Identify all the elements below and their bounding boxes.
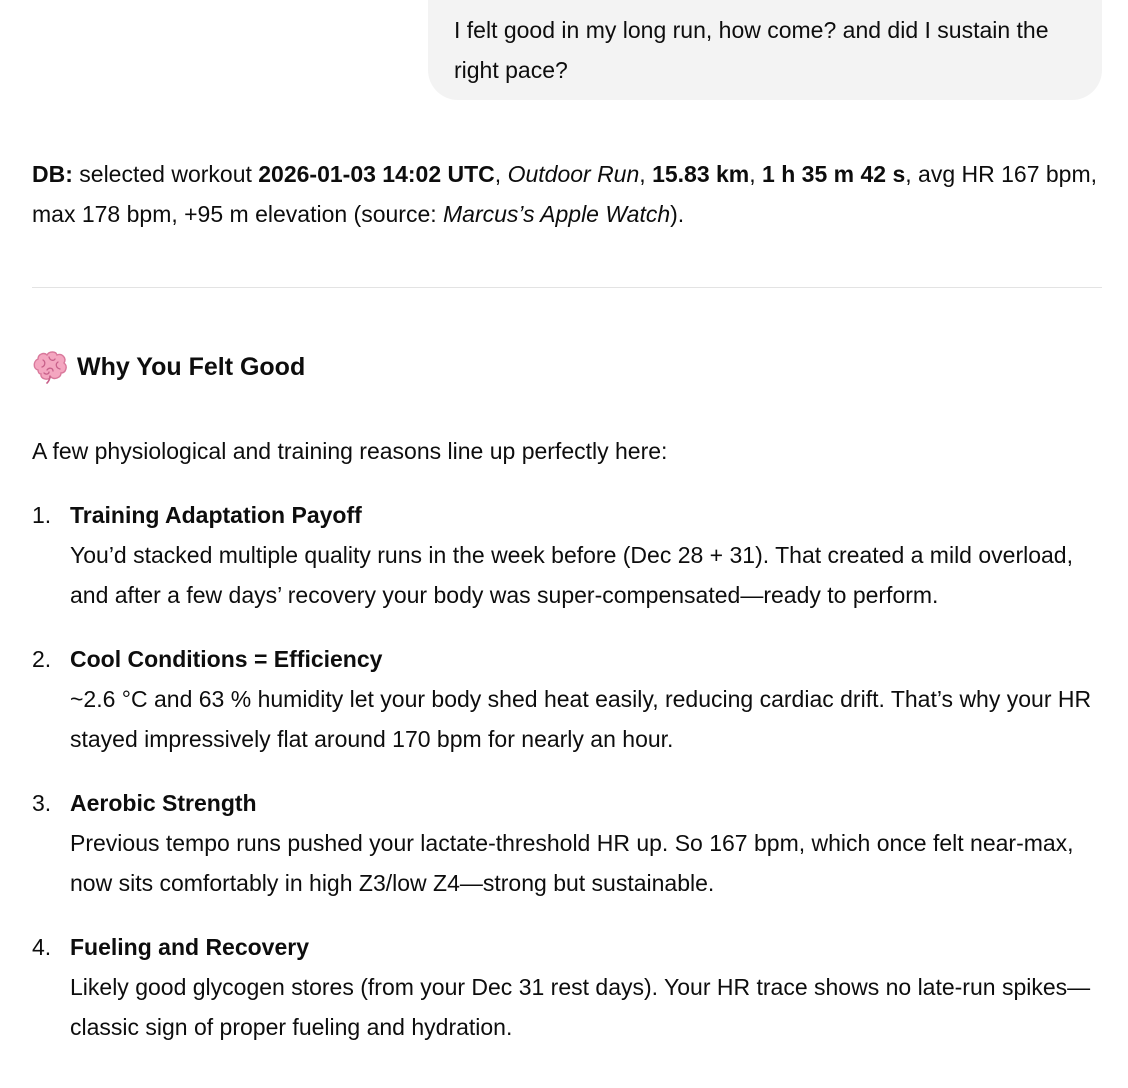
list-number: 3. (32, 790, 52, 816)
list-item (32, 783, 1112, 903)
db-text: , (639, 161, 653, 187)
workout-datetime: 2026-01-03 14:02 UTC (258, 161, 495, 187)
user-message-text: I felt good in my long run, how come? and did I sustain the right pace? (454, 17, 1049, 83)
workout-duration: 1 h 35 m 42 s (762, 161, 906, 187)
section-intro: A few physiological and training reasons line up perfectly here: (32, 438, 668, 464)
list-number: 1. (32, 502, 52, 528)
section-title: Why You Felt Good (77, 353, 306, 381)
workout-type: Outdoor Run (507, 161, 640, 187)
db-summary (32, 154, 1112, 234)
reason-body: You’d stacked multiple quality runs in the week before (Dec 28 + 31). That created a mild overload, and after a few days’ recovery your body was super-compensated—ready to perform. (70, 542, 1073, 608)
section-heading (32, 346, 305, 388)
list-number: 2. (32, 646, 52, 672)
list-item (32, 927, 1112, 1047)
reason-title: Aerobic Strength (70, 790, 257, 816)
list-item (32, 639, 1112, 759)
reason-body: ~2.6 °C and 63 % humidity let your body shed heat easily, reducing cardiac drift. That’s why your HR stayed impressively flat around 170 bpm for nearly an hour. (70, 686, 1092, 752)
brain-icon (32, 350, 68, 384)
workout-source: Marcus’s Apple Watch (443, 201, 671, 227)
db-text: ). (670, 201, 685, 227)
reasons-list (32, 495, 1112, 1071)
reason-body: Previous tempo runs pushed your lactate-threshold HR up. So 167 bpm, which once felt near-max, now sits comfortably in high Z3/low Z4—strong but sustainable. (70, 830, 1074, 896)
workout-distance: 15.83 km (652, 161, 750, 187)
list-number: 4. (32, 934, 52, 960)
list-item (32, 495, 1112, 615)
db-text: , (749, 161, 763, 187)
section-divider (32, 287, 1102, 288)
reason-title: Training Adaptation Payoff (70, 502, 362, 528)
user-message-bubble (428, 0, 1102, 100)
db-text: , avg HR 167 bpm, max 178 bpm, +95 m elevation (source: (32, 161, 1098, 227)
reason-title: Cool Conditions = Efficiency (70, 646, 383, 672)
db-text: , (494, 161, 508, 187)
reason-body: Likely good glycogen stores (from your Dec 31 rest days). Your HR trace shows no late-run spikes—classic sign of proper fueling and hydration. (70, 974, 1091, 1040)
reason-title: Fueling and Recovery (70, 934, 310, 960)
db-text: selected workout (72, 161, 259, 187)
db-label: DB: (32, 161, 73, 187)
